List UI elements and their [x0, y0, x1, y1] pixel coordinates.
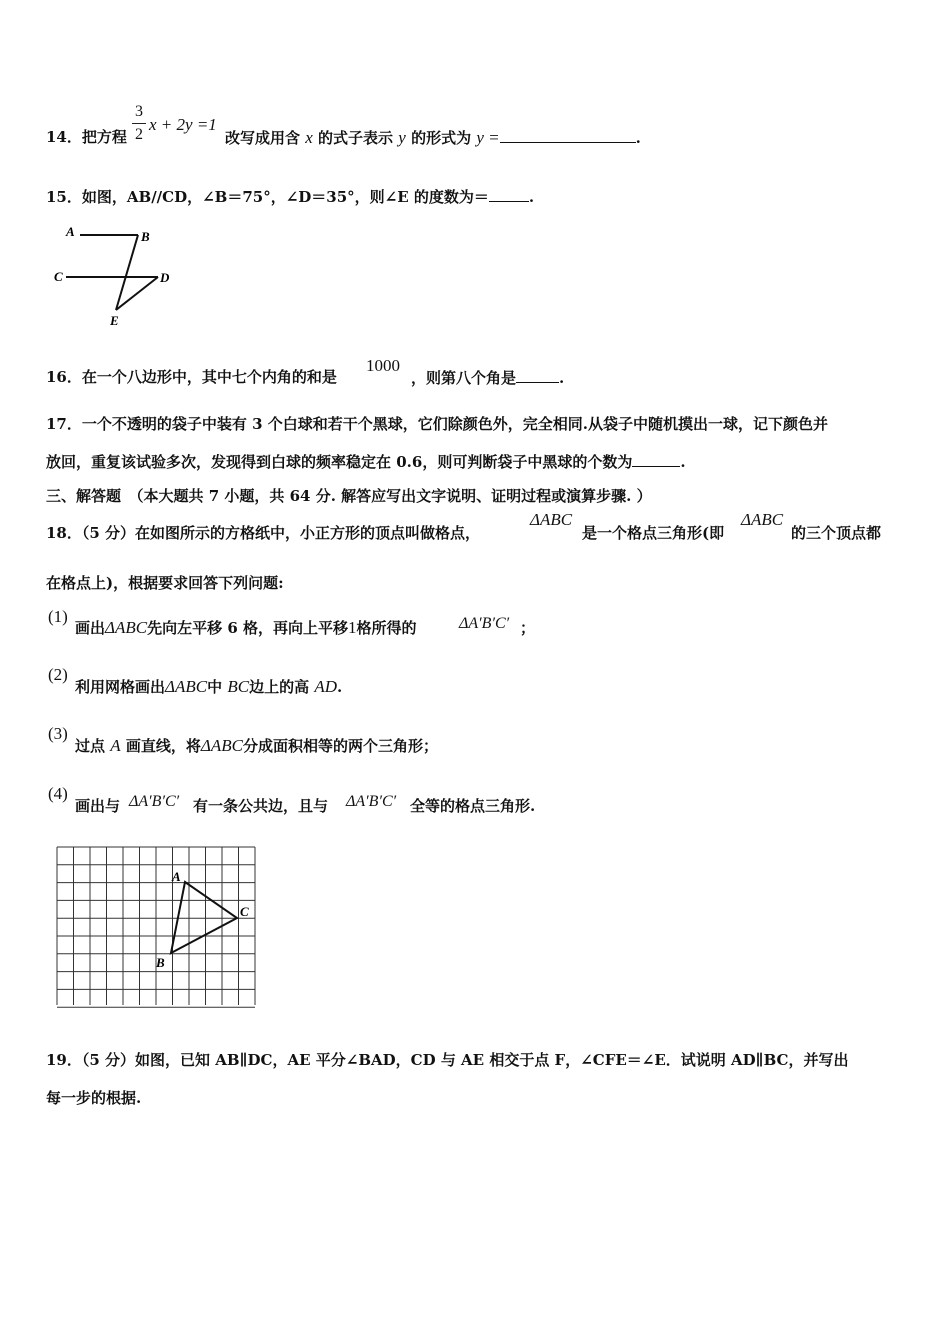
q18-grid-label-c: C: [240, 904, 249, 919]
q18-part1-number: (1): [48, 607, 68, 626]
q18-part3-number: (3): [48, 724, 68, 743]
q14-fraction-bar: [132, 123, 146, 124]
q18-line-1b: [582, 523, 724, 543]
q17-answer-blank[interactable]: [632, 451, 680, 467]
q18-part3-c: 分成面积相等的两个三角形；: [242, 737, 438, 755]
q14-period: .: [635, 129, 641, 147]
q15-figure: [50, 222, 180, 332]
q18-part1-tri2: ΔA′B′C′: [459, 615, 510, 632]
q18-line-1c: [791, 523, 881, 543]
q18-part3-a: 过点: [75, 737, 106, 755]
q16-rest: [411, 367, 564, 388]
q18-line-1: [46, 523, 480, 543]
q18-part2-c: 边上的高: [249, 678, 310, 696]
q18-grid-figure: [55, 845, 257, 1009]
q18-triangle-2: ΔABC: [741, 510, 784, 529]
q18-text-b: 是一个格点三角形(即: [582, 524, 725, 542]
q17-period: .: [680, 453, 686, 471]
q18-part2-bc: BC: [227, 677, 250, 696]
q14-var-y: y: [398, 128, 406, 147]
q16-text-b: ，则第八个角是: [411, 369, 517, 387]
q18-part4-a: 画出与: [75, 797, 121, 815]
q14-text-c: 的形式为: [411, 129, 472, 147]
section-heading: 三、解答题 （本大题共 7 小题，共 64 分. 解答应写出文字说明、证明过程或演算步骤. ）: [46, 487, 652, 505]
q14-rest: [225, 127, 641, 148]
q18-part2-ad: AD: [314, 677, 338, 696]
q18-part3-b: 画直线，将: [125, 737, 201, 755]
q14-text-b: 的式子表示: [318, 129, 394, 147]
q18-part2-d: .: [337, 678, 343, 696]
q17-text-2: 放回，重复该试验多次，发现得到白球的频率稳定在 0.6，则可判断袋子中黑球的个数为: [46, 453, 633, 471]
q18-part3: [75, 736, 438, 756]
q18-part2-tri: ΔABC: [165, 677, 208, 696]
q16-line: [46, 367, 337, 387]
q18-triangle-abc: [171, 882, 237, 953]
q18-line-2: 在格点上)，根据要求回答下列问题:: [46, 574, 284, 592]
q17-line-2: [46, 451, 686, 472]
q18-part2-b: 中: [207, 678, 223, 696]
q15-answer-blank[interactable]: [489, 186, 529, 202]
q14-equation: x + 2y =1: [149, 115, 217, 134]
q15-label-c: C: [54, 269, 63, 284]
q18-grid-label-a: A: [172, 869, 181, 884]
q18-grid-label-b: B: [156, 955, 165, 970]
q15-text: 15．如图，AB//CD，∠B＝75°，∠D＝35°，则∠E 的度数为＝: [46, 188, 489, 206]
q19-line-1: 19．（5 分）如图，已知 AB∥DC，AE 平分∠BAD，CD 与 AE 相交于点 F，∠CFE＝∠E．试说明 AD∥BC，并写出: [46, 1051, 849, 1069]
q18-part4: [75, 796, 120, 816]
q18-part4-tri2: ΔA′B′C′: [346, 793, 397, 810]
q18-part1-c: 格所得的: [356, 619, 417, 637]
q18-part2-number: (2): [48, 665, 68, 684]
q14-var-x: x: [305, 128, 313, 147]
q18-part2-a: 利用网格画出: [75, 678, 166, 696]
q14-number: 14．把方程: [46, 128, 127, 146]
q18-grid-lines: [57, 847, 255, 1007]
q16-text: 16．在一个八边形中，其中七个内角的和是: [46, 368, 337, 386]
q14-fraction-denominator: 2: [135, 126, 143, 143]
q14-fraction-numerator: 3: [135, 103, 143, 120]
q18-part1-a: 画出: [75, 619, 106, 637]
q15-label-e: E: [110, 313, 119, 328]
q18-part1: [75, 618, 417, 638]
q14-text-a: 改写成用含: [225, 129, 301, 147]
q15-label-b: B: [141, 229, 150, 244]
q18-part3-point-a: A: [110, 736, 121, 755]
q18-part4-tri: ΔA′B′C′: [129, 793, 180, 810]
q14-line: [46, 127, 127, 147]
q18-part4-b: 有一条公共边，且与: [193, 797, 329, 815]
q18-part1-end: ；: [520, 619, 536, 637]
q17-line-1: 17．一个不透明的袋子中装有 3 个白球和若干个黑球，它们除颜色外，完全相同.从袋子中随机摸出一球，记下颜色并: [46, 415, 828, 433]
q18-part3-tri: ΔABC: [200, 736, 243, 755]
q19-line-2: 每一步的根据.: [46, 1089, 142, 1107]
q14-lhs: y =: [476, 128, 500, 147]
q18-part4-number: (4): [48, 784, 68, 803]
q18-text-a: 18．（5 分）在如图所示的方格纸中，小正方形的顶点叫做格点，: [46, 524, 481, 542]
q16-period: .: [559, 369, 565, 387]
q18-part1-one: 1: [348, 618, 357, 637]
q18-triangle-1: ΔABC: [530, 510, 573, 529]
q16-answer-blank[interactable]: [516, 367, 559, 383]
q18-part1-tri: ΔABC: [105, 618, 148, 637]
q18-part1-b: 先向左平移 6 格，再向上平移: [147, 619, 348, 637]
q15-line-de: [116, 277, 158, 310]
q18-part2: [75, 677, 342, 697]
q18-part4-c: 全等的格点三角形.: [410, 797, 536, 815]
q15-line: [46, 186, 534, 207]
q15-label-a: A: [66, 224, 75, 239]
q16-value: 1000: [366, 356, 400, 375]
q18-text-c: 的三个顶点都: [791, 524, 882, 542]
q14-answer-blank[interactable]: [500, 127, 636, 143]
q15-line-be: [116, 235, 138, 310]
q15-period: .: [528, 188, 535, 206]
q15-label-d: D: [160, 270, 170, 285]
